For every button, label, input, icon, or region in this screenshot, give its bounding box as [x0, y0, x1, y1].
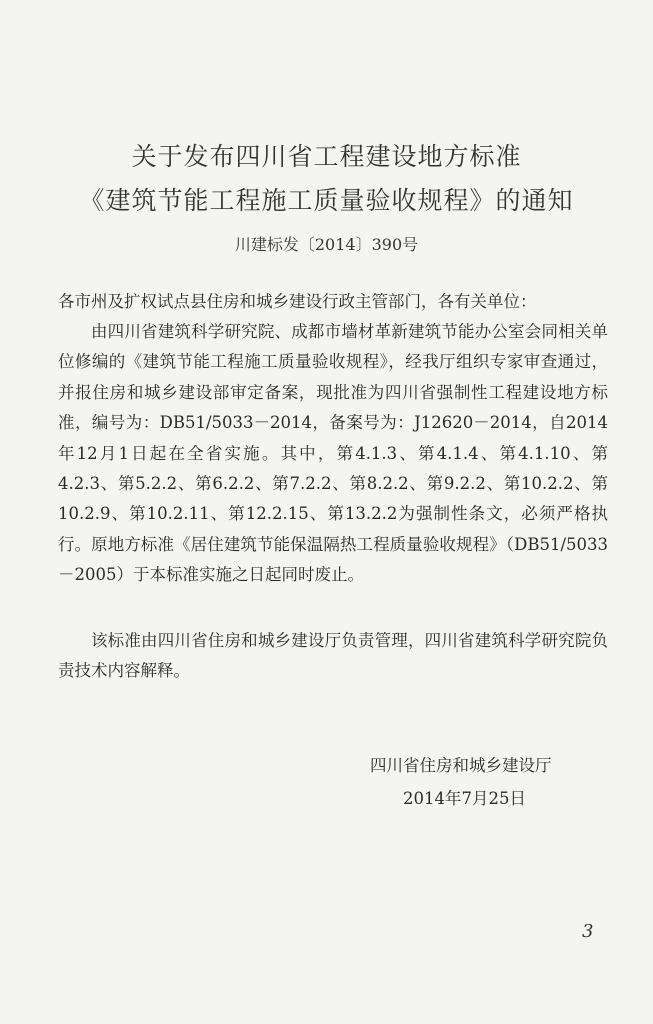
page-number: 3: [582, 921, 594, 942]
signature-date: 2014年7月25日: [403, 789, 526, 808]
notice-title-line-2: 《建筑节能工程施工质量验收规程》的通知: [79, 186, 574, 215]
body-paragraph-2: 该标准由四川省住房和城乡建设厅负责管理，四川省建筑科学研究院负责技术内容解释。: [58, 631, 608, 681]
document-number: 川建标发〔2014〕390号: [234, 235, 419, 254]
notice-title-line-1: 关于发布四川省工程建设地方标准: [131, 142, 522, 171]
signature-organization: 四川省住房和城乡建设厅: [370, 756, 552, 775]
salutation: 各市州及扩权试点县住房和城乡建设行政主管部门，各有关单位：: [58, 292, 537, 311]
body-paragraph-1: 由四川省建筑科学研究院、成都市墙材革新建筑节能办公室会同相关单位修编的《建筑节能工程施工质量验收规程》，经我厅组织专家审查通过，并报住房和城乡建设部审定备案，现批准为四川省强制性工程建设地方标准，编号为：DB51/5033－2014，备案号为：J12620－2014，自2014年12月1日起在全省实施。其中，第4.1.3、第4.1.4、第4.1.10、第4.2.3、第5.2.2、第6.2.2、第7.2.2、第8.2.2、第9.2.2、第10.2.2、第10.2.9、第10.2.11、第12.2.15、第13.2.2为强制性条文，必须严格执行。原地方标准《居住建筑节能保温隔热工程质量验收规程》（DB51/5033－2005）于本标准实施之日起同时废止。: [58, 322, 608, 585]
